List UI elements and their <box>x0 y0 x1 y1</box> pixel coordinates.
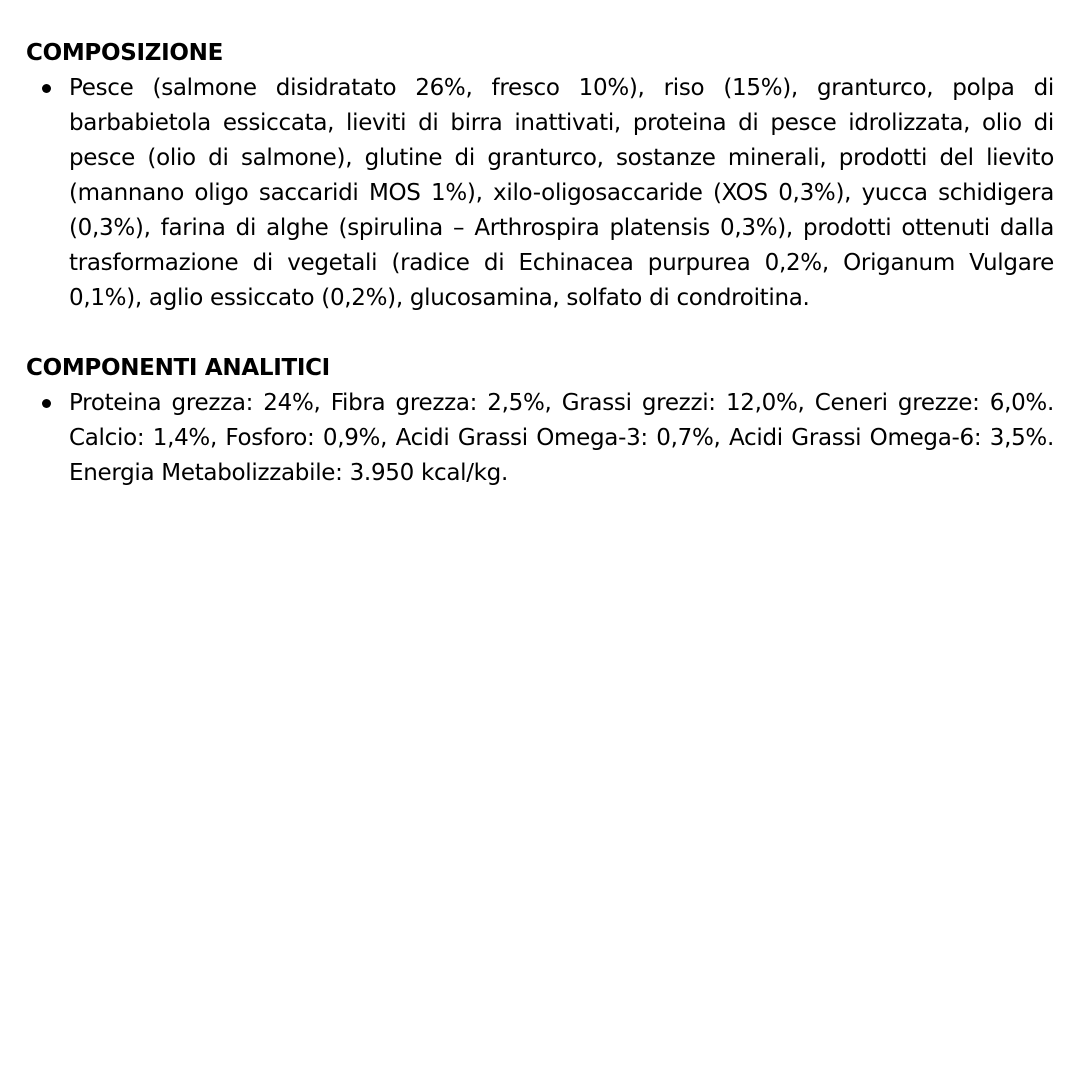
document-body <box>26 36 1054 491</box>
composition-text: Pesce (salmone disidratato 26%, fresco 10%), riso (15%), granturco, polpa di barbabietola essiccata, lieviti di birra inattivati, proteina di pesce idrolizzata, olio di pesce (olio di salmone), glutine di granturco, sostanze minerali, prodotti del lievito (mannano oligo saccaridi MOS 1%), xilo-oligosaccaride (XOS 0,3%), yucca schidigera (0,3%), farina di alghe (spirulina – Arthrospira platensis 0,3%), prodotti ottenuti dalla trasformazione di vegetali (radice di Echinacea purpurea 0,2%, Origanum Vulgare 0,1%), aglio essiccato (0,2%), glucosamina, solfato di condroitina. <box>69 75 1054 311</box>
bullet-icon <box>42 84 51 93</box>
bullet-icon <box>42 399 51 408</box>
section-title-componenti-analitici: COMPONENTI ANALITICI <box>26 355 330 381</box>
section-spacer <box>26 316 1054 351</box>
list-item <box>26 386 1054 491</box>
analytical-list <box>26 386 1054 491</box>
section-title-composizione: COMPOSIZIONE <box>26 40 223 66</box>
list-item <box>26 71 1054 316</box>
analytical-text: Proteina grezza: 24%, Fibra grezza: 2,5%, Grassi grezzi: 12,0%, Ceneri grezze: 6,0%. Calcio: 1,4%, Fosforo: 0,9%, Acidi Grassi Omega-3: 0,7%, Acidi Grassi Omega-6: 3,5%. Energia Metabolizzabile: 3.950 kcal/kg. <box>69 390 1054 486</box>
composition-list <box>26 71 1054 316</box>
